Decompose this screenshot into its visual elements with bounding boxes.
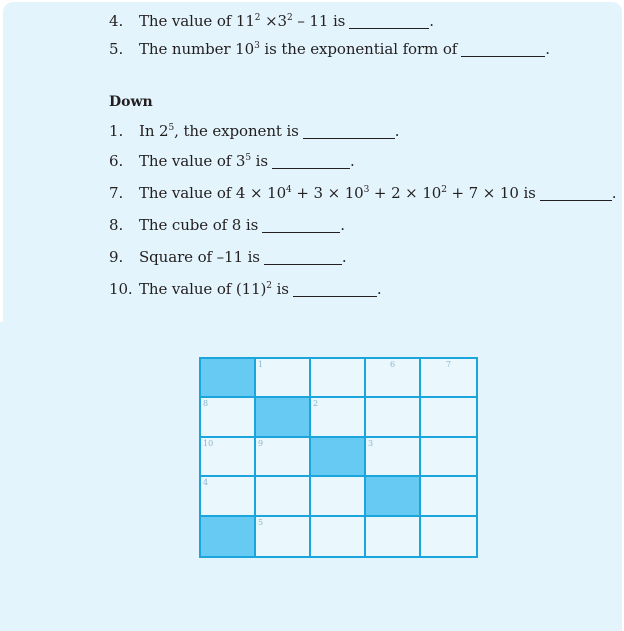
answer-blank[interactable] — [349, 14, 429, 29]
clue-number: 9. — [109, 248, 124, 266]
clue-text: + 3 × 10 — [291, 184, 364, 202]
exponent: 2 — [441, 185, 447, 195]
crossword-cell[interactable] — [366, 359, 421, 398]
exponent: 3 — [254, 41, 260, 51]
exponent: 2 — [266, 281, 272, 291]
clue-end: . — [611, 184, 617, 202]
crossword-grid — [199, 357, 478, 558]
clue-text: The cube of 8 is — [139, 216, 259, 234]
clue-number: 6. — [109, 152, 124, 170]
crossword-cell-shaded — [201, 359, 256, 398]
clue-text: , the exponent is — [174, 122, 299, 140]
answer-blank[interactable] — [303, 124, 395, 139]
crossword-cell[interactable] — [256, 517, 311, 556]
clue-number: 10. — [109, 280, 133, 298]
clue-text: is — [271, 280, 289, 298]
down-heading: Down — [109, 94, 153, 110]
across-clue-4 — [109, 11, 434, 31]
clue-end: . — [376, 280, 382, 298]
clue-text: – 11 is — [292, 12, 346, 30]
crossword-cell[interactable] — [421, 438, 476, 477]
cell-clue-number: 6 — [389, 360, 396, 369]
clue-text: + 7 × 10 is — [446, 184, 536, 202]
clue-text: The value of 4 × 10 — [139, 184, 287, 202]
clue-number: 7. — [109, 184, 124, 202]
answer-blank[interactable] — [293, 282, 377, 297]
exponent: 2 — [287, 13, 293, 23]
down-clue-7 — [109, 183, 616, 203]
answer-blank[interactable] — [262, 218, 340, 233]
clue-text: is — [250, 152, 268, 170]
answer-blank[interactable] — [461, 42, 545, 57]
answer-blank[interactable] — [540, 186, 612, 201]
clue-end: . — [429, 12, 434, 30]
crossword-cell[interactable] — [311, 359, 366, 398]
clue-text: The value of 3 — [139, 152, 246, 170]
exponent: 4 — [286, 185, 292, 195]
clue-number: 5. — [109, 40, 124, 58]
cell-clue-number: 8 — [203, 399, 209, 409]
cell-clue-number: 10 — [203, 438, 214, 448]
down-clue-1 — [109, 121, 399, 141]
cell-clue-number: 4 — [203, 478, 209, 488]
clue-number: 4. — [109, 12, 124, 30]
clue-text: Square of –11 is — [139, 248, 260, 266]
clue-text: ×3 — [260, 12, 288, 30]
crossword-cell-shaded — [201, 517, 256, 556]
clue-number: 1. — [109, 122, 124, 140]
crossword-cell[interactable] — [311, 477, 366, 516]
answer-blank[interactable] — [264, 250, 342, 265]
clue-end: . — [545, 40, 550, 58]
clue-text: The value of 11 — [139, 12, 255, 30]
clue-text: + 2 × 10 — [369, 184, 442, 202]
down-clue-9 — [109, 247, 347, 267]
crossword-cell[interactable] — [421, 359, 476, 398]
clue-number: 8. — [109, 216, 124, 234]
cell-clue-number: 5 — [258, 517, 264, 527]
cell-clue-number: 1 — [258, 360, 264, 369]
crossword-cell[interactable] — [256, 438, 311, 477]
crossword-cell[interactable] — [256, 359, 311, 398]
clue-end: . — [394, 122, 400, 140]
crossword-cell-shaded — [311, 438, 366, 477]
crossword-cell[interactable] — [366, 438, 421, 477]
clue-text: The value of (11) — [139, 280, 267, 298]
answer-blank[interactable] — [272, 154, 350, 169]
exponent: 3 — [363, 185, 370, 195]
crossword-cell[interactable] — [256, 477, 311, 516]
crossword-cell[interactable] — [421, 517, 476, 556]
crossword-cell[interactable] — [311, 398, 366, 437]
exponent: 2 — [254, 13, 261, 23]
exponent: 5 — [168, 123, 175, 133]
clue-text: is the exponential form of — [259, 40, 458, 58]
crossword-cell[interactable] — [201, 438, 256, 477]
crossword-cell[interactable] — [366, 398, 421, 437]
crossword-cell[interactable] — [311, 517, 366, 556]
clue-text: In 2 — [139, 122, 169, 140]
clue-end: . — [340, 216, 345, 234]
across-clue-5 — [109, 39, 550, 59]
clue-end: . — [341, 248, 347, 266]
cell-clue-number: 2 — [313, 399, 319, 409]
crossword-cell[interactable] — [366, 517, 421, 556]
cell-clue-number: 7 — [445, 360, 452, 369]
clue-end: . — [349, 152, 355, 170]
crossword-cell-shaded — [256, 398, 311, 437]
crossword-cell[interactable] — [421, 477, 476, 516]
clue-text: The number 10 — [139, 40, 255, 58]
down-clue-8 — [109, 215, 345, 235]
exponent: 5 — [245, 153, 251, 163]
crossword-cell[interactable] — [201, 398, 256, 437]
crossword-cell-shaded — [366, 477, 421, 516]
crossword-cell[interactable] — [201, 477, 256, 516]
cell-clue-number: 3 — [368, 438, 374, 448]
crossword-cell[interactable] — [421, 398, 476, 437]
down-clue-10 — [109, 279, 382, 299]
down-clue-6 — [109, 151, 355, 171]
cell-clue-number: 9 — [258, 438, 264, 448]
